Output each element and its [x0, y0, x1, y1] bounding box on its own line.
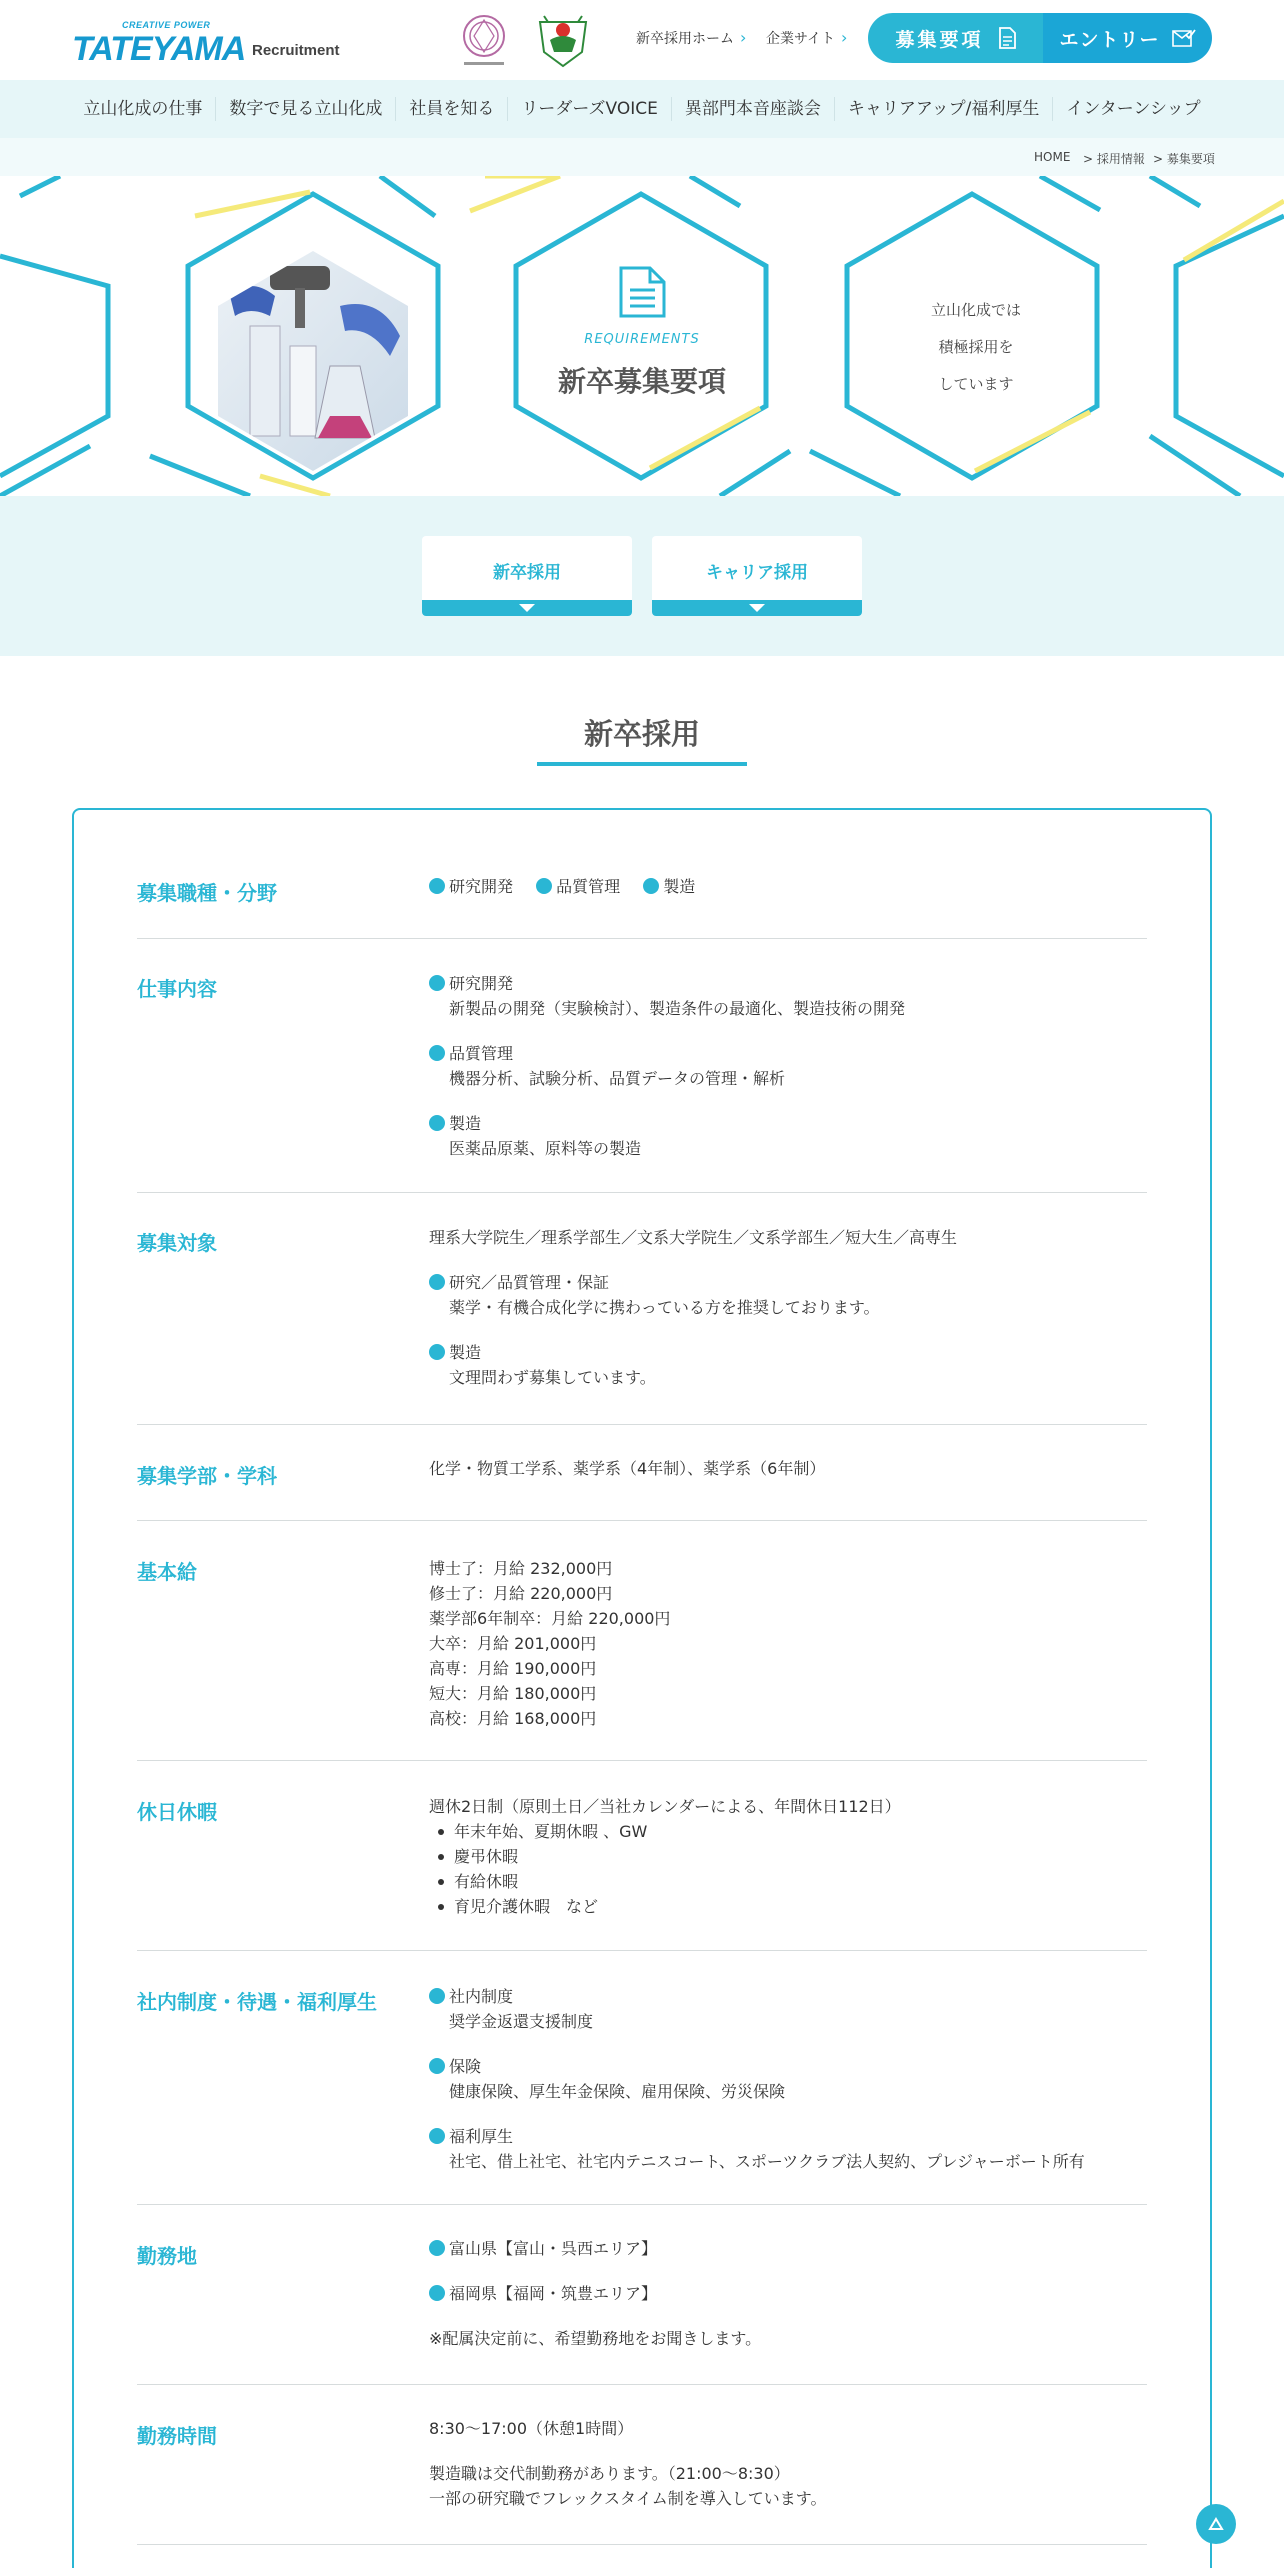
block-title: 製造	[449, 1343, 482, 1362]
tab-career[interactable]	[652, 536, 862, 616]
breadcrumb-recruit-info[interactable]: > 採用情報	[1083, 152, 1145, 166]
list-item: 育児介護休暇 など	[429, 1894, 1147, 1919]
global-nav	[0, 80, 1284, 138]
row-label: 勤務地	[137, 2244, 197, 2268]
block-desc: 社宅、借上社宅、社宅内テニスコート、スポーツクラブ法人契約、プレジャーボート所有	[449, 2152, 1085, 2171]
row-divider	[137, 1424, 1147, 1425]
row-divider	[137, 2384, 1147, 2385]
row-label: 休日休暇	[137, 1800, 217, 1824]
bullet-dot-icon	[429, 1045, 445, 1061]
block-title: 研究／品質管理・保証	[449, 1273, 610, 1292]
row-divider	[137, 2204, 1147, 2205]
salary-line: 薬学部6年制卒：月給 220,000円	[429, 1609, 671, 1628]
field-item: 製造	[663, 877, 696, 896]
hours-line: 8:30～17:00（休憩1時間）	[429, 2419, 634, 2438]
block-desc: 奨学金返還支援制度	[449, 2012, 594, 2031]
row-divider	[137, 1760, 1147, 1761]
document-icon	[998, 27, 1016, 49]
tab-bar	[422, 600, 632, 616]
block-desc: 健康保険、厚生年金保険、雇用保険、労災保険	[449, 2082, 786, 2101]
block-title: 製造	[449, 1114, 482, 1133]
corporate-site-link[interactable]	[766, 28, 847, 48]
bullet-dot-icon	[429, 1115, 445, 1131]
list-item: 慶弔休暇	[429, 1844, 1147, 1869]
row-body: 化学・物質工学系、薬学系（4年制）、薬学系（6年制）	[429, 1459, 826, 1478]
hero-en-subtitle: REQUIREMENTS	[584, 332, 700, 347]
bullet-dot-icon	[429, 2285, 445, 2301]
row-body	[429, 1225, 1147, 1410]
breadcrumb-current: > 募集要項	[1153, 152, 1215, 166]
site-logo[interactable]	[72, 20, 352, 68]
chevron-right-icon: ›	[740, 28, 747, 47]
block-desc: 医薬品原薬、原料等の製造	[449, 1139, 642, 1158]
holiday-list	[429, 1819, 1147, 1919]
health-management-cert-icon	[458, 12, 510, 70]
bullet-dot-icon	[429, 975, 445, 991]
tab-bar	[652, 600, 862, 616]
back-to-top-button[interactable]	[1196, 2504, 1236, 2544]
row-body	[429, 1984, 1147, 2194]
bullet-dot-icon	[429, 1344, 445, 1360]
list-item: 有給休暇	[429, 1869, 1147, 1894]
entry-button-label: エントリー	[1059, 28, 1160, 51]
row-divider	[137, 1950, 1147, 1951]
nav-item-work[interactable]: 立山化成の仕事	[83, 99, 203, 119]
entry-button[interactable]	[1043, 13, 1212, 63]
requirements-button[interactable]	[868, 13, 1043, 63]
block-title: 品質管理	[449, 1044, 514, 1063]
section-title: 新卒採用	[583, 717, 700, 751]
lab-photo	[200, 246, 420, 486]
block-title: 社内制度	[449, 1987, 514, 2006]
row-label: 仕事内容	[137, 977, 217, 1001]
requirements-document-icon	[621, 268, 664, 316]
recruit-home-link[interactable]	[636, 28, 746, 48]
nav-item-internship[interactable]: インターンシップ	[1052, 97, 1213, 121]
salary-line: 博士了：月給 232,000円	[429, 1559, 613, 1578]
block-desc: 機器分析、試験分析、品質データの管理・解析	[449, 1069, 786, 1088]
hours-line: 製造職は交代制勤務があります。（21:00～8:30）	[429, 2464, 790, 2483]
row-body	[429, 1556, 1147, 1731]
arrow-up-icon	[1208, 2517, 1224, 2531]
block-desc: 新製品の開発（実験検討）、製造条件の最適化、製造技術の開発	[449, 999, 906, 1018]
row-body	[429, 1794, 1147, 1919]
chevron-right-icon: ›	[841, 28, 848, 47]
breadcrumb-home[interactable]: HOME	[1034, 150, 1071, 164]
row-label: 社内制度・待遇・福利厚生	[137, 1990, 377, 2014]
row-label: 募集職種・分野	[137, 881, 277, 905]
row-body	[429, 2236, 1147, 2351]
recruit-type-tabs	[0, 496, 1284, 656]
salary-line: 高校：月給 168,000円	[429, 1709, 597, 1728]
salary-line: 高専：月給 190,000円	[429, 1659, 597, 1678]
tab-new-graduate[interactable]	[422, 536, 632, 616]
site-header	[0, 0, 1284, 80]
bullet-dot-icon	[429, 2128, 445, 2144]
bullet-dot-icon	[536, 878, 552, 894]
row-label: 募集対象	[137, 1231, 217, 1255]
nav-item-career-welfare[interactable]: キャリアアップ/福利厚生	[834, 97, 1053, 121]
location-item: 富山県【富山・呉西エリア】	[449, 2239, 658, 2258]
hero-message-line: しています	[938, 375, 1014, 393]
hero-message-line: 立山化成では	[930, 301, 1021, 319]
nav-item-numbers[interactable]: 数字で見る立山化成	[215, 97, 395, 121]
block-title: 保険	[449, 2057, 482, 2076]
bullet-dot-icon	[429, 2058, 445, 2074]
row-divider	[137, 1520, 1147, 1521]
requirements-button-label: 募集要項	[895, 28, 984, 51]
mail-check-icon	[1172, 28, 1196, 48]
location-item: 福岡県【福岡・筑豊エリア】	[449, 2284, 658, 2303]
recruit-home-label: 新卒採用ホーム	[636, 31, 734, 47]
nav-item-roundtable[interactable]: 異部門本音座談会	[671, 97, 834, 121]
row-divider	[137, 2544, 1147, 2545]
location-note: ※配属決定前に、希望勤務地をお聞きします。	[429, 2329, 762, 2348]
tab-label: 新卒採用	[493, 563, 561, 583]
bullet-dot-icon	[643, 878, 659, 894]
target-intro: 理系大学院生／理系学部生／文系大学院生／文系学部生／短大生／高専生	[429, 1228, 958, 1247]
salary-line: 短大：月給 180,000円	[429, 1684, 597, 1703]
hero-banner	[0, 176, 1284, 496]
block-desc: 文理問わず募集しています。	[449, 1368, 656, 1387]
logo-brand: TATEYAMA	[72, 30, 246, 68]
holiday-intro: 週休2日制（原則土日／当社カレンダーによる、年間休日112日）	[429, 1797, 901, 1816]
row-body	[429, 874, 1147, 899]
row-label: 基本給	[137, 1560, 197, 1584]
row-body	[429, 971, 1147, 1181]
tab-label: キャリア採用	[706, 563, 808, 583]
bullet-dot-icon	[429, 1988, 445, 2004]
hero-message	[876, 292, 1076, 403]
row-divider	[137, 1192, 1147, 1193]
bullet-dot-icon	[429, 878, 445, 894]
block-title: 福利厚生	[449, 2127, 514, 2146]
caret-down-icon	[519, 604, 535, 612]
hero-title: 新卒募集要項	[557, 365, 726, 398]
bullet-dot-icon	[429, 2240, 445, 2256]
block-desc: 薬学・有機合成化学に携わっている方を推奨しております。	[449, 1298, 880, 1317]
hero-message-line: 積極採用を	[938, 338, 1014, 356]
kurumin-cert-icon	[534, 12, 592, 70]
corporate-site-label: 企業サイト	[766, 31, 836, 47]
nav-item-leaders-voice[interactable]: リーダーズVOICE	[507, 97, 671, 121]
logo-suffix: Recruitment	[252, 42, 340, 59]
field-item: 品質管理	[556, 877, 621, 896]
list-item: 年末年始、夏期休暇 、GW	[429, 1819, 1147, 1844]
breadcrumb	[0, 138, 1284, 176]
row-divider	[137, 938, 1147, 939]
salary-line: 修士了：月給 220,000円	[429, 1584, 613, 1603]
caret-down-icon	[749, 604, 765, 612]
block-title: 研究開発	[449, 974, 514, 993]
bullet-dot-icon	[429, 1274, 445, 1290]
field-item: 研究開発	[449, 877, 514, 896]
nav-item-employees[interactable]: 社員を知る	[395, 97, 507, 121]
row-label: 募集学部・学科	[137, 1464, 277, 1488]
row-label: 勤務時間	[137, 2424, 217, 2448]
row-body	[429, 2416, 1147, 2511]
section-title-underline	[537, 762, 747, 766]
logo-tagline: CREATIVE POWER	[122, 20, 211, 30]
hours-line: 一部の研究職でフレックスタイム制を導入しています。	[429, 2489, 827, 2508]
salary-line: 大卒：月給 201,000円	[429, 1634, 597, 1653]
